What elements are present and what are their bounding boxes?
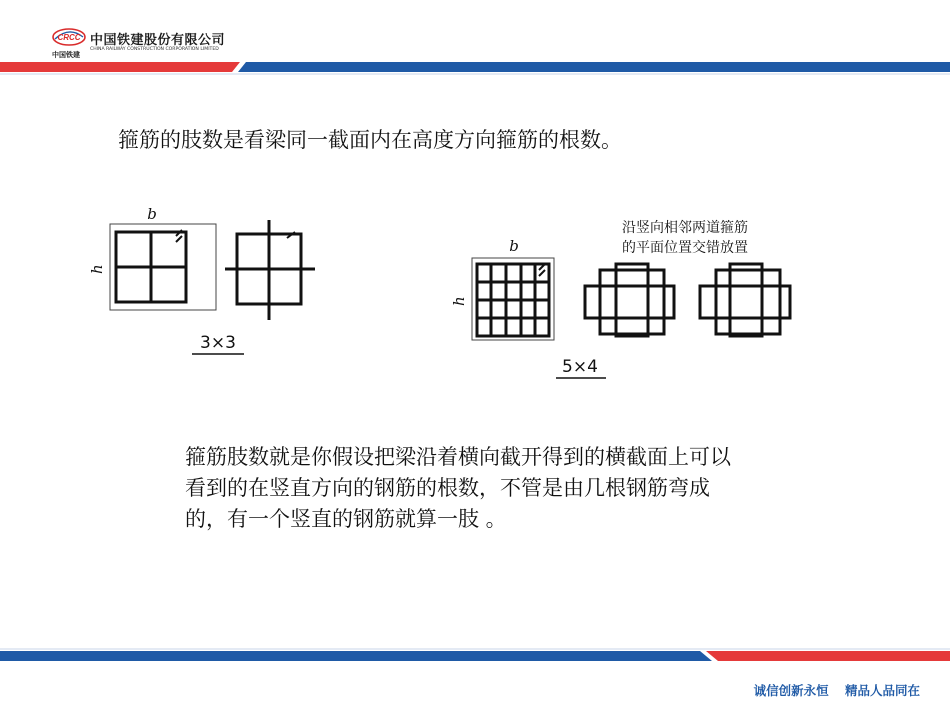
header-stripe: [0, 60, 950, 76]
footer-stripe: [0, 648, 950, 664]
logo-subtitle: 中国铁建: [52, 51, 80, 59]
company-name-en: CHINA RAILWAY CONSTRUCTION CORPORATION LIMITED: [90, 47, 219, 52]
label-h-right: h: [450, 296, 468, 306]
label-b-left: b: [147, 205, 157, 223]
caption-3x3: 3×3: [200, 333, 236, 353]
footer-slogan-2: 精品人品同在: [844, 683, 920, 698]
footer-slogan-1: 诚信创新永恒: [753, 683, 829, 698]
logo-mark: [52, 28, 86, 46]
company-name-cn: 中国铁建股份有限公司: [90, 33, 226, 48]
slide-headline: 箍筋的肢数是看梁同一截面内在高度方向箍筋的根数。: [118, 128, 622, 152]
caption-5x4: 5×4: [562, 357, 598, 377]
logo-text: CRCC: [57, 33, 81, 42]
stirrup-figure: [60, 180, 800, 400]
footer-slogan: [742, 681, 920, 699]
figure-note-line-1: 沿竖向相邻两道箍筋: [622, 220, 748, 236]
slide-body-text: 箍筋肢数就是你假设把梁沿着横向截开得到的横截面上可以看到的在竖直方向的钢筋的根数，不管是由几根钢筋弯成的，有一个竖直的钢筋就算一肢 。: [185, 445, 731, 531]
label-h-left: h: [88, 264, 106, 274]
label-b-right: b: [509, 237, 519, 255]
figure-note-line-2: 的平面位置交错放置: [622, 240, 748, 256]
